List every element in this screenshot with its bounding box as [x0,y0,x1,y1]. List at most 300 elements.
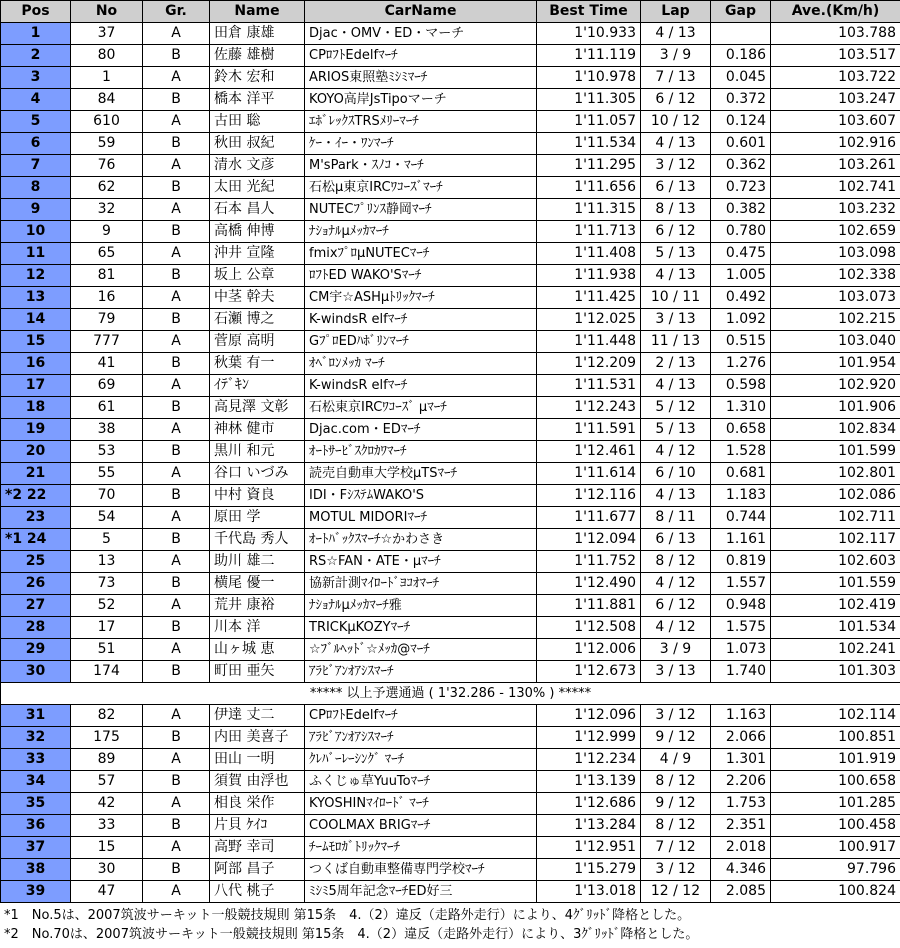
cell-pos: 12 [1,265,71,287]
cell-gr: B [143,45,210,67]
cell-gap: 2.018 [711,837,771,859]
cell-best: 1'11.448 [537,331,641,353]
cell-pos: 17 [1,375,71,397]
cell-name: 内田 美喜子 [210,727,305,749]
cell-gr: B [143,221,210,243]
cell-name: 横尾 優一 [210,573,305,595]
table-row [1,23,900,45]
footnotes [0,903,900,944]
cell-gap: 0.819 [711,551,771,573]
cell-no: 777 [71,331,143,353]
cell-name: 鈴木 宏和 [210,67,305,89]
cell-car: ｸﾚﾊﾞｰﾚｰｼﾝｸﾞ ﾏｰﾁ [305,749,537,771]
table-row [1,199,900,221]
cell-ave: 100.824 [771,881,900,903]
cell-pos: 35 [1,793,71,815]
cell-name: 山ヶ城 恵 [210,639,305,661]
cell-ave: 102.117 [771,529,900,551]
cell-no: 79 [71,309,143,331]
cell-gr: B [143,573,210,595]
cell-lap: 4 / 13 [641,265,711,287]
cell-gr: B [143,397,210,419]
table-row [1,859,900,881]
cell-no: 52 [71,595,143,617]
cell-lap: 8 / 13 [641,199,711,221]
cell-no: 15 [71,837,143,859]
cell-car: ﾁｰﾑﾓﾛｶﾞﾄﾘｯｸﾏｰﾁ [305,837,537,859]
cell-name: 高橋 伸博 [210,221,305,243]
table-row [1,221,900,243]
cell-best: 1'12.234 [537,749,641,771]
cell-name: 伊達 丈二 [210,705,305,727]
cell-best: 1'12.209 [537,353,641,375]
cell-gap: 1.276 [711,353,771,375]
cell-no: 70 [71,485,143,507]
table-row [1,111,900,133]
cell-ave: 102.086 [771,485,900,507]
cell-gr: A [143,67,210,89]
cell-ave: 101.919 [771,749,900,771]
cell-gr: B [143,89,210,111]
cell-ave: 101.954 [771,353,900,375]
cell-gap: 1.753 [711,793,771,815]
cell-pos: 2 [1,45,71,67]
cell-pos: 10 [1,221,71,243]
cell-ave: 102.114 [771,705,900,727]
cell-name: 中村 資良 [210,485,305,507]
cell-name: 菅原 高明 [210,331,305,353]
cell-no: 61 [71,397,143,419]
cell-lap: 7 / 13 [641,67,711,89]
cell-name: 石本 昌人 [210,199,305,221]
table-row [1,639,900,661]
cell-gap: 1.301 [711,749,771,771]
header-gr: Gr. [143,1,210,23]
cell-lap: 6 / 13 [641,529,711,551]
cell-no: 65 [71,243,143,265]
cell-lap: 7 / 12 [641,837,711,859]
cell-ave: 102.603 [771,551,900,573]
cell-ave: 103.517 [771,45,900,67]
table-row [1,815,900,837]
cell-car: ｴﾎﾞﾚｯｸｽTRSﾒﾘｰﾏｰﾁ [305,111,537,133]
cell-name: 荒井 康裕 [210,595,305,617]
cell-no: 42 [71,793,143,815]
cell-lap: 4 / 13 [641,485,711,507]
cell-best: 1'11.881 [537,595,641,617]
cell-gap: 2.066 [711,727,771,749]
cell-pos: 31 [1,705,71,727]
cell-ave: 102.916 [771,133,900,155]
cell-gr: A [143,111,210,133]
separator-row [1,683,900,705]
cell-no: 47 [71,881,143,903]
cell-name: 八代 桃子 [210,881,305,903]
cell-car: K-windsR elfﾏｰﾁ [305,375,537,397]
cell-no: 73 [71,573,143,595]
cell-gap: 0.382 [711,199,771,221]
cell-no: 59 [71,133,143,155]
cell-gr: B [143,617,210,639]
cell-ave: 102.241 [771,639,900,661]
cell-pos: 4 [1,89,71,111]
cell-name: 相良 栄作 [210,793,305,815]
cell-lap: 11 / 13 [641,331,711,353]
cell-car: K-windsR elfﾏｰﾁ [305,309,537,331]
cell-car: MOTUL MIDORIﾏｰﾁ [305,507,537,529]
table-row [1,881,900,903]
header-lap: Lap [641,1,711,23]
cell-car: 協新計測ﾏｲﾛｰﾄﾞﾖｺｵﾏｰﾁ [305,573,537,595]
cell-name: 黒川 和元 [210,441,305,463]
cell-pos: 28 [1,617,71,639]
table-row [1,749,900,771]
cell-best: 1'11.057 [537,111,641,133]
cell-best: 1'11.591 [537,419,641,441]
cell-name: 清水 文彦 [210,155,305,177]
cell-no: 89 [71,749,143,771]
cell-gr: A [143,375,210,397]
cell-lap: 6 / 12 [641,595,711,617]
cell-best: 1'13.018 [537,881,641,903]
cell-lap: 10 / 12 [641,111,711,133]
cell-gr: B [143,177,210,199]
cell-gr: B [143,441,210,463]
cell-no: 41 [71,353,143,375]
cell-pos: 9 [1,199,71,221]
cell-car: COOLMAX BRIGﾏｰﾁ [305,815,537,837]
cell-gr: B [143,265,210,287]
cell-lap: 5 / 13 [641,419,711,441]
cell-lap: 6 / 12 [641,89,711,111]
cell-best: 1'11.677 [537,507,641,529]
cell-name: 田倉 康雄 [210,23,305,45]
cell-car: ｵﾍﾞﾛﾝﾒｯｶ ﾏｰﾁ [305,353,537,375]
cell-lap: 3 / 12 [641,155,711,177]
cell-gap: 0.045 [711,67,771,89]
cell-no: 82 [71,705,143,727]
cell-car: TRICKμKOZYﾏｰﾁ [305,617,537,639]
cell-ave: 103.788 [771,23,900,45]
cell-no: 33 [71,815,143,837]
cell-no: 610 [71,111,143,133]
table-row [1,617,900,639]
header-row [1,1,900,23]
cell-car: ﾅｼｮﾅﾙμﾒｯｶﾏｰﾁ雅 [305,595,537,617]
cell-name: 橋本 洋平 [210,89,305,111]
cell-ave: 102.834 [771,419,900,441]
qualify-cutoff-text: ***** 以上予選通過 ( 1'32.286 - 130% ) ***** [1,683,900,705]
cell-gr: B [143,815,210,837]
cell-lap: 4 / 13 [641,133,711,155]
cell-lap: 2 / 13 [641,353,711,375]
cell-ave: 101.599 [771,441,900,463]
cell-gap: 0.601 [711,133,771,155]
cell-gap: 0.948 [711,595,771,617]
cell-lap: 3 / 12 [641,859,711,881]
cell-gap: 1.073 [711,639,771,661]
cell-best: 1'12.116 [537,485,641,507]
cell-gap: 1.092 [711,309,771,331]
cell-car: 石松μ東京IRCﾜｺｰｽﾞﾏｰﾁ [305,177,537,199]
non-qualified-rows [1,705,900,903]
cell-car: fmixﾌﾟﾛμNUTECﾏｰﾁ [305,243,537,265]
cell-pos: 29 [1,639,71,661]
cell-ave: 100.458 [771,815,900,837]
cell-ave: 102.801 [771,463,900,485]
table-row [1,595,900,617]
cell-gr: A [143,463,210,485]
cell-pos: 19 [1,419,71,441]
cell-no: 57 [71,771,143,793]
cell-pos: 5 [1,111,71,133]
cell-lap: 8 / 11 [641,507,711,529]
footnote-2: *2 No.70は、2007筑波サーキット一般競技規則 第15条 4.（2）違反（走路外走行）により、3ｸﾞﾘｯﾄﾞ降格とした。 [4,927,699,942]
table-row [1,661,900,683]
cell-car: CPﾛﾌﾄEdelfﾏｰﾁ [305,705,537,727]
cell-car: ☆ﾌﾞﾙﾍｯﾄﾞ☆ﾒｯｶ@ﾏｰﾁ [305,639,537,661]
cell-best: 1'11.752 [537,551,641,573]
cell-car: GﾌﾟﾛEDﾊﾎﾞﾘﾝﾏｰﾁ [305,331,537,353]
cell-best: 1'11.119 [537,45,641,67]
cell-ave: 103.261 [771,155,900,177]
cell-name: 田山 一明 [210,749,305,771]
table-row [1,45,900,67]
cell-no: 37 [71,23,143,45]
cell-gap: 0.598 [711,375,771,397]
table-row [1,243,900,265]
cell-gap: 2.085 [711,881,771,903]
cell-ave: 103.073 [771,287,900,309]
cell-car: KOYO高岸JsTipoマーチ [305,89,537,111]
cell-gr: A [143,749,210,771]
cell-no: 5 [71,529,143,551]
cell-gr: A [143,199,210,221]
table-row [1,67,900,89]
cell-pos: 25 [1,551,71,573]
cell-ave: 102.659 [771,221,900,243]
cell-pos: 8 [1,177,71,199]
table-row [1,353,900,375]
cell-best: 1'11.425 [537,287,641,309]
cell-lap: 3 / 12 [641,705,711,727]
cell-name: 片貝 ｹｲｺ [210,815,305,837]
table-row [1,837,900,859]
cell-best: 1'12.096 [537,705,641,727]
cell-pos: *1 24 [1,529,71,551]
cell-best: 1'10.933 [537,23,641,45]
cell-gap: 1.310 [711,397,771,419]
cell-no: 16 [71,287,143,309]
cell-no: 32 [71,199,143,221]
cell-no: 55 [71,463,143,485]
cell-gr: A [143,287,210,309]
cell-ave: 101.534 [771,617,900,639]
cell-name: 原田 学 [210,507,305,529]
cell-no: 84 [71,89,143,111]
cell-gr: A [143,595,210,617]
cell-gr: A [143,23,210,45]
cell-car: M'sPark・ｽﾉｺ・ﾏｰﾁ [305,155,537,177]
cell-name: 秋葉 有一 [210,353,305,375]
cell-name: 川本 洋 [210,617,305,639]
cell-gap: 0.681 [711,463,771,485]
cell-gr: A [143,837,210,859]
cell-name: 佐藤 雄樹 [210,45,305,67]
cell-best: 1'11.656 [537,177,641,199]
cell-pos: 23 [1,507,71,529]
cell-best: 1'11.938 [537,265,641,287]
table-row [1,793,900,815]
cell-gap: 0.124 [711,111,771,133]
cell-best: 1'11.408 [537,243,641,265]
cell-best: 1'13.139 [537,771,641,793]
cell-ave: 101.285 [771,793,900,815]
cell-car: 石松東京IRCﾜｺｰｽﾞ μﾏｰﾁ [305,397,537,419]
cell-name: 高見澤 文彰 [210,397,305,419]
header-best-time: Best Time [537,1,641,23]
cell-best: 1'12.673 [537,661,641,683]
cell-no: 53 [71,441,143,463]
cell-gr: A [143,551,210,573]
cell-gr: A [143,331,210,353]
table-row [1,529,900,551]
cell-no: 175 [71,727,143,749]
cell-lap: 12 / 12 [641,881,711,903]
cell-car: ﾅｼｮﾅﾙμﾒｯｶﾏｰﾁ [305,221,537,243]
cell-no: 38 [71,419,143,441]
cell-gap: 0.658 [711,419,771,441]
cell-best: 1'12.951 [537,837,641,859]
cell-best: 1'12.508 [537,617,641,639]
cell-pos: 32 [1,727,71,749]
cell-gap: 1.163 [711,705,771,727]
cell-best: 1'12.094 [537,529,641,551]
cell-best: 1'11.531 [537,375,641,397]
header-pos: Pos [1,1,71,23]
cell-car: 読売自動車大学校μTSﾏｰﾁ [305,463,537,485]
cell-lap: 4 / 13 [641,375,711,397]
cell-car: ｱﾗﾋﾞｱﾝｵｱｼｽﾏｰﾁ [305,661,537,683]
table-row [1,485,900,507]
cell-best: 1'11.305 [537,89,641,111]
cell-lap: 8 / 12 [641,815,711,837]
cell-gap: 0.186 [711,45,771,67]
cell-best: 1'11.614 [537,463,641,485]
cell-gr: B [143,727,210,749]
cell-pos: 6 [1,133,71,155]
cell-gap: 0.723 [711,177,771,199]
cell-car: ﾛﾌﾄED WAKO'Sﾏｰﾁ [305,265,537,287]
cell-name: 高野 幸司 [210,837,305,859]
cell-best: 1'12.490 [537,573,641,595]
cell-best: 1'10.978 [537,67,641,89]
cell-gr: A [143,155,210,177]
table-row [1,771,900,793]
cell-no: 174 [71,661,143,683]
cell-ave: 97.796 [771,859,900,881]
cell-pos: 20 [1,441,71,463]
cell-no: 1 [71,67,143,89]
cell-name: 町田 亜矢 [210,661,305,683]
cell-no: 81 [71,265,143,287]
cell-name: 古田 聡 [210,111,305,133]
cell-best: 1'13.284 [537,815,641,837]
cell-car: IDI・FｼｽﾃﾑWAKO'S [305,485,537,507]
cell-ave: 100.851 [771,727,900,749]
cell-no: 54 [71,507,143,529]
cell-lap: 4 / 12 [641,617,711,639]
table-row [1,573,900,595]
cell-lap: 4 / 13 [641,23,711,45]
header-ave: Ave.(Km/h) [771,1,900,23]
table-row [1,727,900,749]
cell-pos: *2 22 [1,485,71,507]
cell-pos: 27 [1,595,71,617]
cell-pos: 7 [1,155,71,177]
table-row [1,463,900,485]
cell-lap: 8 / 12 [641,551,711,573]
cell-ave: 100.658 [771,771,900,793]
cell-ave: 100.917 [771,837,900,859]
cell-ave: 101.906 [771,397,900,419]
cell-lap: 6 / 10 [641,463,711,485]
cell-no: 9 [71,221,143,243]
cell-pos: 18 [1,397,71,419]
cell-lap: 3 / 13 [641,309,711,331]
cell-car: ｵｰﾄﾊﾞｯｸｽﾏｰﾁ☆かわさき [305,529,537,551]
cell-car: CPﾛﾌﾄEdelfﾏｰﾁ [305,45,537,67]
table-row [1,133,900,155]
cell-car: ﾐｼﾐ5周年記念ﾏｰﾁED好三 [305,881,537,903]
cell-ave: 103.040 [771,331,900,353]
table-row [1,551,900,573]
cell-gap: 1.528 [711,441,771,463]
cell-car: KYOSHINﾏｲﾛｰﾄﾞ ﾏｰﾁ [305,793,537,815]
cell-best: 1'15.279 [537,859,641,881]
cell-gap: 0.492 [711,287,771,309]
cell-gap: 2.206 [711,771,771,793]
cell-ave: 103.247 [771,89,900,111]
header-name: Name [210,1,305,23]
cell-ave: 102.215 [771,309,900,331]
cell-pos: 33 [1,749,71,771]
cell-name: 神林 健市 [210,419,305,441]
cell-ave: 103.098 [771,243,900,265]
cell-lap: 4 / 12 [641,441,711,463]
cell-lap: 3 / 9 [641,639,711,661]
cell-gr: A [143,243,210,265]
table-row [1,705,900,727]
cell-ave: 102.419 [771,595,900,617]
cell-gap: 2.351 [711,815,771,837]
cell-ave: 101.559 [771,573,900,595]
cell-lap: 9 / 12 [641,727,711,749]
cell-best: 1'12.686 [537,793,641,815]
cell-lap: 6 / 12 [641,221,711,243]
cell-gr: B [143,859,210,881]
cell-car: RS☆FAN・ATE・μﾏｰﾁ [305,551,537,573]
cell-gap: 0.780 [711,221,771,243]
cell-gr: A [143,705,210,727]
cell-car: Djac.com・EDﾏｰﾁ [305,419,537,441]
cell-gap: 1.557 [711,573,771,595]
cell-lap: 10 / 11 [641,287,711,309]
cell-lap: 8 / 12 [641,771,711,793]
cell-gap: 1.161 [711,529,771,551]
cell-car: CM宇☆ASHμﾄﾘｯｸﾏｰﾁ [305,287,537,309]
cell-best: 1'12.006 [537,639,641,661]
